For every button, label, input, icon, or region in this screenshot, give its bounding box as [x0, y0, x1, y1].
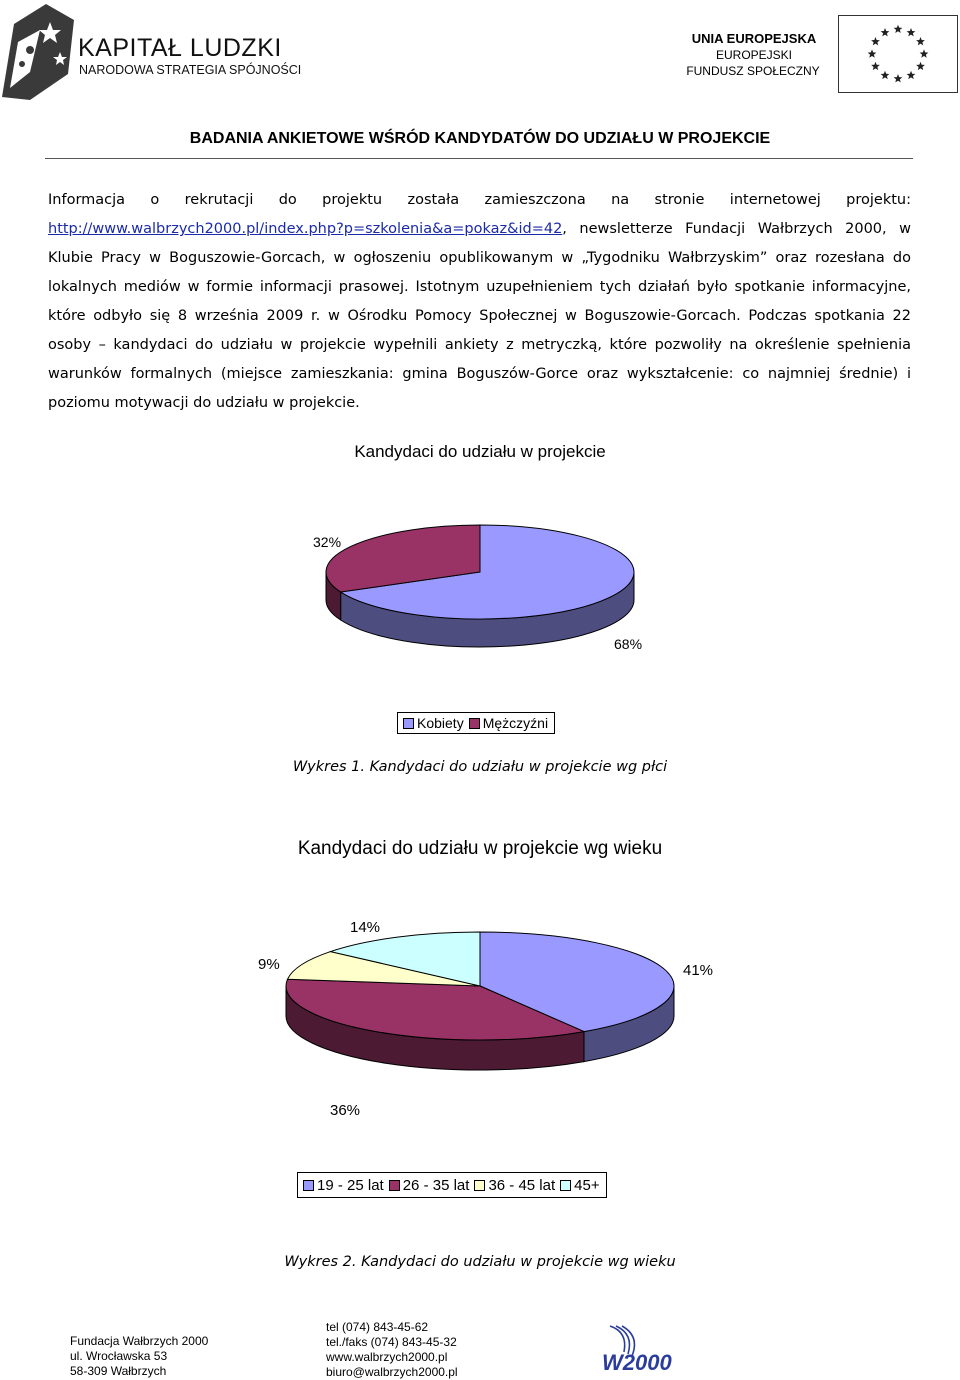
eu-star-icon [881, 71, 890, 79]
chart2-legend-item [301, 1177, 384, 1194]
eu-star-icon [881, 28, 890, 36]
chart2-label-36-45: 9% [258, 956, 280, 973]
footer-org: Fundacja Wałbrzych 2000 [70, 1334, 209, 1348]
chart2-legend [297, 1172, 607, 1198]
para-text-1: Informacja o rekrutacji do projektu została zamieszczona na stronie internetowej projektu: [48, 192, 911, 208]
chart1-label-kobiety: 68% [614, 636, 643, 652]
eu-star-icon [916, 62, 925, 70]
chart2-legend-item [472, 1177, 555, 1194]
chart2-legend-item [387, 1177, 470, 1194]
chart2-label-26-35: 36% [330, 1102, 361, 1119]
chart2-label-45plus: 14% [350, 919, 381, 936]
footer-tel: tel (074) 843-45-62 [326, 1320, 429, 1334]
eu-line-1: UNIA EUROPEJSKA [691, 31, 817, 46]
chart1-legend [397, 712, 555, 734]
eu-star-icon [894, 74, 903, 82]
chart2-legend-item [558, 1177, 599, 1194]
chart1-caption: Wykres 1. Kandydaci do udziału w projekcie wg płci [292, 759, 668, 775]
footer-address [70, 1334, 208, 1379]
chart1-pie [300, 510, 660, 680]
logo-text: W2000 [602, 1350, 672, 1374]
walbrzych2000-logo [598, 1322, 694, 1374]
chart2-pie [260, 930, 700, 1100]
footer-email[interactable]: biuro@walbrzych2000.pl [326, 1365, 458, 1379]
brand-title: KAPITAŁ LUDZKI [78, 34, 282, 62]
footer-street: ul. Wrocławska 53 [70, 1349, 168, 1363]
footer-fax: tel./faks (074) 843-45-32 [326, 1335, 457, 1349]
footer-city: 58-309 Wałbrzych [70, 1364, 167, 1378]
eu-star-icon [916, 37, 925, 45]
eu-star-icon [871, 37, 880, 45]
chart1-legend-item [401, 715, 464, 731]
eu-line-2: EUROPEJSKI [715, 48, 793, 62]
legend-swatch [469, 718, 480, 729]
eu-star-icon [907, 28, 916, 36]
legend-label: Kobiety [417, 715, 464, 731]
legend-label: 45+ [574, 1176, 600, 1194]
chart2-caption: Wykres 2. Kandydaci do udziału w projekcie wg wieku [284, 1254, 676, 1270]
legend-label: 26 - 35 lat [402, 1176, 470, 1194]
legend-swatch [303, 1180, 314, 1191]
eu-line-3: FUNDUSZ SPOŁECZNY [686, 64, 820, 78]
eu-flag-icon [838, 15, 958, 93]
eu-star-icon [871, 62, 880, 70]
footer-contact [326, 1320, 458, 1380]
legend-label: Mężczyźni [482, 715, 549, 731]
chart1-legend-item [467, 715, 548, 731]
legend-swatch [474, 1180, 485, 1191]
legend-swatch [389, 1180, 400, 1191]
chart2-label-19-25: 41% [683, 962, 714, 979]
legend-swatch [403, 718, 414, 729]
chart2-title: Kandydaci do udziału w projekcie wg wieku [297, 838, 663, 859]
chart1-title: Kandydaci do udziału w projekcie [354, 442, 606, 461]
chart1-label-mezczyzni: 32% [313, 534, 342, 550]
eu-star-icon [868, 49, 877, 57]
eu-star-icon [894, 25, 903, 33]
eu-star-icon [920, 49, 929, 57]
brand-subtitle: NARODOWA STRATEGIA SPÓJNOŚCI [79, 63, 302, 77]
para-text-2: , newsletterze Fundacji Wałbrzych 2000, w Klubie Pracy w Boguszowie-Gorcach, w ogłoszeniu opublikowanym w „Tygodniku Wałbrzyskim” oraz rozesłana do lokalnych mediów w formie informacji prasowej. Istotnym uzupełnieniem tych działań było spotkanie informacyjne, które odbyło się 8 września 2009 r. w Ośrodku Pomocy Społecznej w Boguszowie-Gorcach. Podczas spotkania 22 osoby – kandydaci do udziału w projekcie wypełnili ankiety z metryczką, które pozwoliły na określenie spełnienia warunków formalnych (miejsce zamieszkania: gmina Boguszów-Gorce oraz wykształcenie: co najmniej średnie) i poziomu motywacji do udziału w projekcie. [48, 221, 911, 411]
footer-www[interactable]: www.walbrzych2000.pl [326, 1350, 448, 1364]
document-title: BADANIA ANKIETOWE WŚRÓD KANDYDATÓW DO UDZIAŁU W PROJEKCIE [189, 130, 771, 147]
legend-label: 36 - 45 lat [488, 1176, 556, 1194]
legend-label: 19 - 25 lat [317, 1176, 384, 1194]
title-divider [45, 158, 913, 159]
intro-paragraph [48, 186, 911, 418]
legend-swatch [560, 1180, 571, 1191]
kapital-ludzki-logo [0, 2, 76, 102]
eu-star-icon [907, 71, 916, 79]
project-link[interactable]: http://www.walbrzych2000.pl/index.php?p=szkolenia&a=pokaz&id=42 [48, 221, 563, 237]
